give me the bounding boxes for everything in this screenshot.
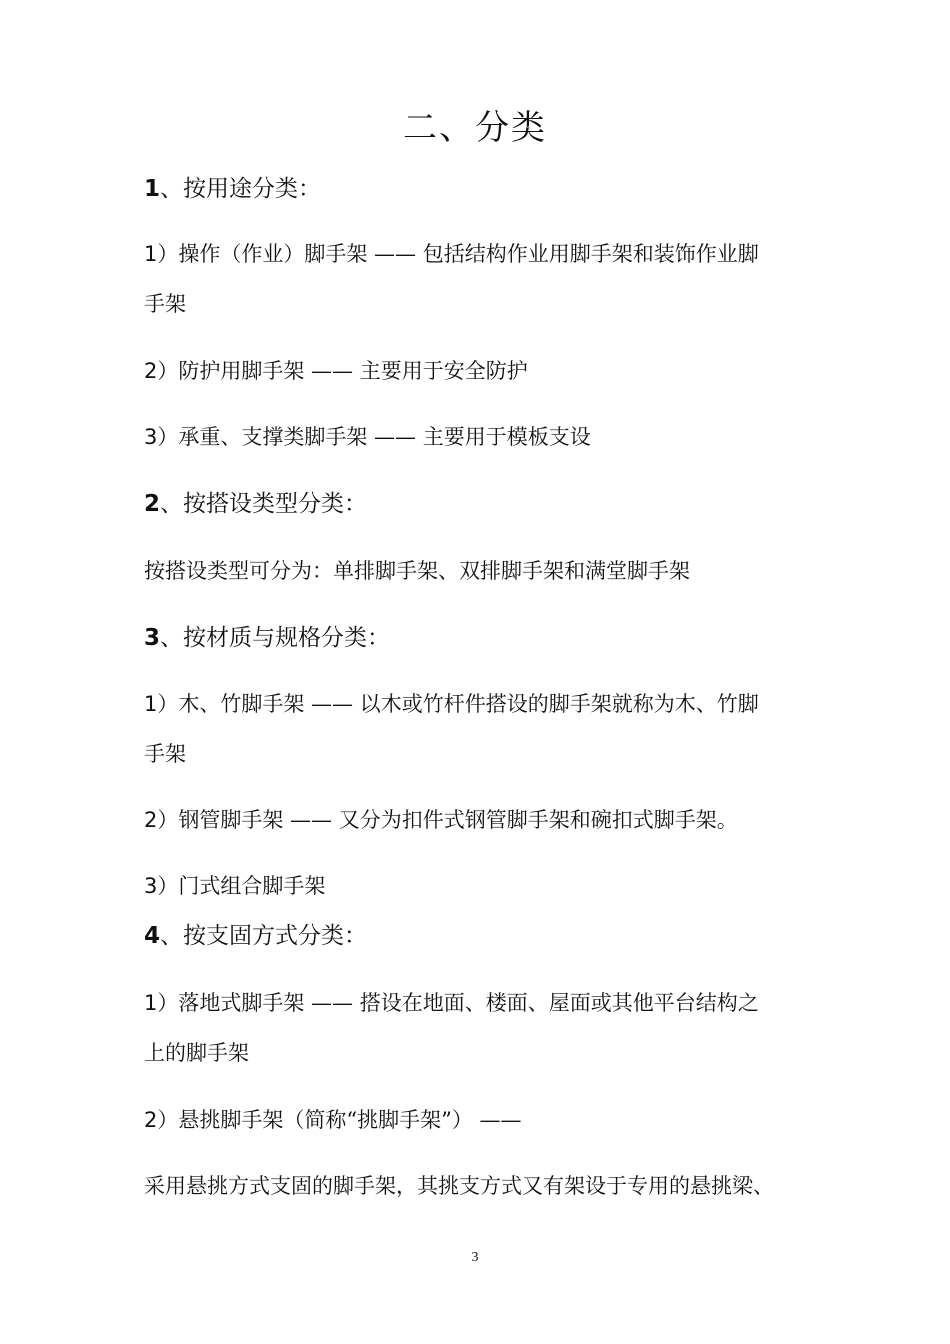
item-text: ）落地式脚手架 —— 搭设在地面、楼面、屋面或其他平台结构之: [157, 991, 759, 1015]
list-item-continuation: 上的脚手架: [144, 1041, 249, 1065]
list-item: [144, 1104, 824, 1134]
section-heading-2: [144, 485, 824, 518]
page-title: 二、分类: [403, 108, 547, 148]
item-number: 1: [144, 991, 158, 1015]
item-number: 1: [144, 692, 158, 716]
list-item: [144, 238, 824, 268]
item-number: 1: [144, 242, 158, 266]
heading-text: 、按搭设类型分类：: [160, 491, 368, 517]
item-text: ）悬挑脚手架（简称“挑脚手架”） ——: [157, 1108, 522, 1132]
list-item-continuation: 手架: [144, 742, 186, 766]
item-number: 3: [144, 425, 158, 449]
paragraph: 采用悬挑方式支固的脚手架，其挑支方式又有架设于专用的悬挑梁、: [144, 1174, 774, 1198]
paragraph: 按搭设类型可分为：单排脚手架、双排脚手架和满堂脚手架: [144, 559, 690, 583]
item-text: ）承重、支撑类脚手架 —— 主要用于模板支设: [157, 425, 591, 449]
item-text: ）操作（作业）脚手架 —— 包括结构作业用脚手架和装饰作业脚: [157, 242, 759, 266]
item-number: 2: [144, 359, 158, 383]
page-number: 3: [471, 1250, 479, 1265]
list-item: [144, 804, 824, 834]
heading-text: 、按用途分类：: [160, 176, 322, 202]
item-text: ）钢管脚手架 —— 又分为扣件式钢管脚手架和碗扣式脚手架。: [157, 808, 738, 832]
heading-number: 2: [144, 491, 161, 517]
section-heading-1: [144, 170, 824, 203]
list-item: [144, 688, 824, 718]
heading-number: 4: [144, 923, 161, 949]
heading-text: 、按材质与规格分类：: [160, 625, 391, 651]
list-item-continuation: 手架: [144, 292, 186, 316]
list-item: [144, 987, 824, 1017]
section-heading-3: [144, 619, 824, 652]
item-text: ）木、竹脚手架 —— 以木或竹杆件搭设的脚手架就称为木、竹脚: [157, 692, 759, 716]
heading-text: 、按支固方式分类：: [160, 923, 368, 949]
heading-number: 1: [144, 176, 161, 202]
heading-number: 3: [144, 625, 161, 651]
item-number: 2: [144, 1108, 158, 1132]
item-number: 3: [144, 874, 158, 898]
list-item: [144, 421, 824, 451]
list-item: [144, 355, 824, 385]
item-text: ）门式组合脚手架: [157, 874, 326, 898]
list-item: [144, 870, 824, 900]
section-heading-4: [144, 917, 824, 950]
item-text: ）防护用脚手架 —— 主要用于安全防护: [157, 359, 528, 383]
item-number: 2: [144, 808, 158, 832]
